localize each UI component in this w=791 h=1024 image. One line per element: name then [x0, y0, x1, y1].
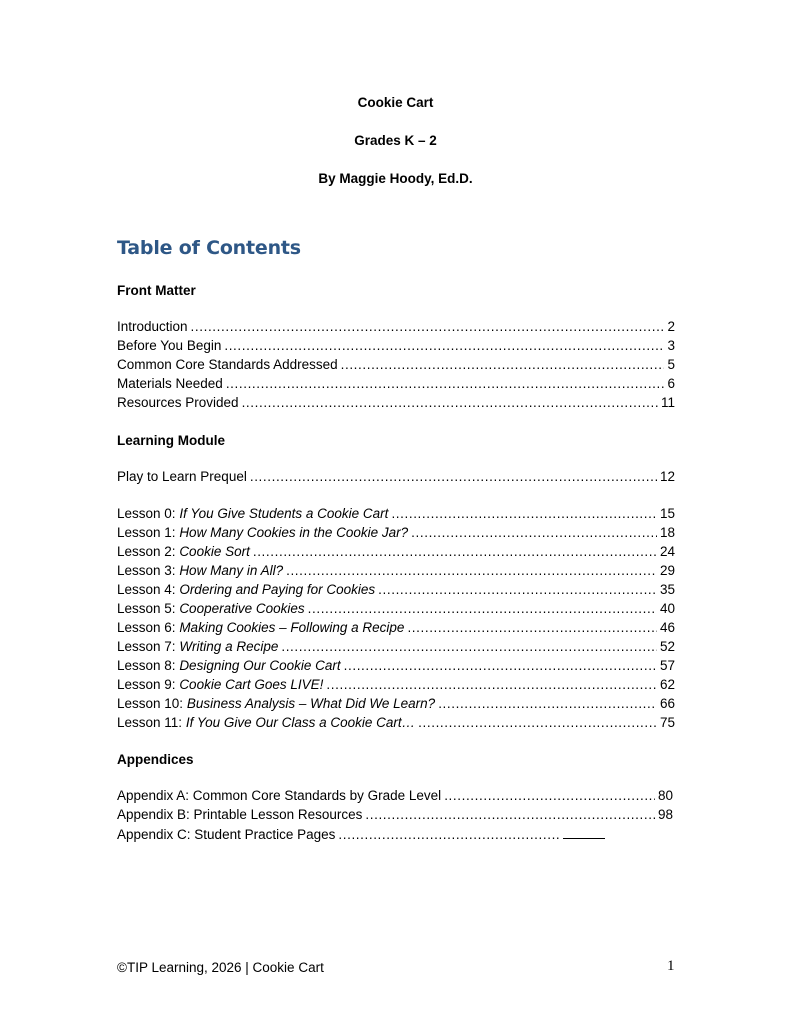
- lessons-list: [117, 506, 675, 734]
- toc-entry-lesson-9[interactable]: [117, 677, 675, 696]
- dot-leader: [191, 319, 665, 334]
- toc-entry-page: 12: [659, 469, 675, 484]
- document-title: Cookie Cart: [357, 95, 434, 110]
- toc-entry-page: 52: [659, 639, 675, 654]
- dot-leader: [338, 827, 560, 842]
- dot-leader: [341, 357, 665, 372]
- toc-entry-page: 57: [659, 658, 675, 673]
- dot-leader: [378, 582, 657, 597]
- toc-entry-page: 98: [657, 807, 673, 822]
- toc-entry-label: Materials Needed: [117, 376, 223, 391]
- dot-leader: [418, 715, 657, 730]
- toc-entry-label: Resources Provided: [117, 395, 239, 410]
- dot-leader: [326, 677, 657, 692]
- toc-entry-lesson-1[interactable]: [117, 525, 675, 544]
- toc-entry-label: Lesson 5: Cooperative Cookies: [117, 601, 305, 616]
- footer-page-number: 1: [667, 958, 675, 974]
- toc-entry-label: Play to Learn Prequel: [117, 469, 247, 484]
- toc-entry-appendix-2[interactable]: [117, 826, 605, 845]
- toc-entry-page: 5: [667, 357, 675, 372]
- toc-entry-lesson-6[interactable]: [117, 620, 675, 639]
- toc-entry-front-2[interactable]: [117, 357, 675, 376]
- dot-leader: [444, 788, 655, 803]
- toc-entry-page: 62: [659, 677, 675, 692]
- toc-entry-lesson-11[interactable]: [117, 715, 675, 734]
- toc-entry-front-1[interactable]: [117, 338, 675, 357]
- footer-copyright: ©TIP Learning, 2026 | Cookie Cart: [117, 960, 324, 975]
- toc-entry-lesson-5[interactable]: [117, 601, 675, 620]
- toc-entry-page: 75: [659, 715, 675, 730]
- toc-entry-appendix-0[interactable]: [117, 788, 673, 807]
- front-matter-heading: Front Matter: [117, 283, 196, 298]
- blank-page-line: [563, 826, 605, 839]
- toc-entry-page: 24: [659, 544, 675, 559]
- learning-module-heading: Learning Module: [117, 433, 225, 448]
- toc-entry-lesson-2[interactable]: [117, 544, 675, 563]
- toc-entry-page: 40: [659, 601, 675, 616]
- toc-entry-page: 46: [659, 620, 675, 635]
- dot-leader: [224, 338, 664, 353]
- toc-entry-page: 15: [659, 506, 675, 521]
- toc-entry-label: Lesson 9: Cookie Cart Goes LIVE!: [117, 677, 324, 692]
- toc-entry-label: Lesson 1: How Many Cookies in the Cookie Jar?: [117, 525, 409, 540]
- author-line: By Maggie Hoody, Ed.D.: [318, 171, 473, 186]
- appendices-list: [117, 788, 673, 845]
- toc-entry-label: Lesson 10: Business Analysis – What Did We Learn?: [117, 696, 436, 711]
- toc-entry-label: Lesson 4: Ordering and Paying for Cookies: [117, 582, 376, 597]
- toc-entry-page: 35: [659, 582, 675, 597]
- dot-leader: [344, 658, 657, 673]
- toc-entry-label: Lesson 6: Making Cookies – Following a Recipe: [117, 620, 405, 635]
- toc-entry-label: Before You Begin: [117, 338, 222, 353]
- dot-leader: [391, 506, 657, 521]
- dot-leader: [438, 696, 657, 711]
- dot-leader: [226, 376, 665, 391]
- dot-leader: [281, 639, 657, 654]
- front-matter-list: [117, 319, 675, 414]
- toc-entry-page: 11: [660, 395, 675, 410]
- dot-leader: [286, 563, 657, 578]
- grades-line: Grades K – 2: [354, 133, 437, 148]
- toc-entry-page: 80: [657, 788, 673, 803]
- toc-entry-label: Lesson 3: How Many in All?: [117, 563, 284, 578]
- toc-entry-page: [563, 826, 605, 842]
- toc-entry-label: Appendix B: Printable Lesson Resources: [117, 807, 363, 822]
- toc-entry-page: 6: [667, 376, 675, 391]
- toc-entry-page: 29: [659, 563, 675, 578]
- dot-leader: [308, 601, 657, 616]
- toc-entry-prequel[interactable]: [117, 469, 675, 488]
- prequel-list: [117, 469, 675, 488]
- toc-entry-label: Common Core Standards Addressed: [117, 357, 338, 372]
- toc-entry-label: Lesson 7: Writing a Recipe: [117, 639, 279, 654]
- appendices-heading: Appendices: [117, 752, 194, 767]
- toc-entry-front-3[interactable]: [117, 376, 675, 395]
- toc-entry-lesson-10[interactable]: [117, 696, 675, 715]
- dot-leader: [407, 620, 657, 635]
- toc-entry-front-0[interactable]: [117, 319, 675, 338]
- dot-leader: [242, 395, 658, 410]
- toc-entry-lesson-7[interactable]: [117, 639, 675, 658]
- toc-entry-label: Appendix A: Common Core Standards by Grade Level: [117, 788, 442, 803]
- toc-entry-page: 66: [659, 696, 675, 711]
- toc-entry-page: 18: [659, 525, 675, 540]
- toc-entry-label: Lesson 11: If You Give Our Class a Cookie Cart…: [117, 715, 416, 730]
- toc-entry-lesson-8[interactable]: [117, 658, 675, 677]
- toc-entry-lesson-0[interactable]: [117, 506, 675, 525]
- toc-entry-appendix-1[interactable]: [117, 807, 673, 826]
- toc-entry-label: Appendix C: Student Practice Pages: [117, 827, 336, 842]
- dot-leader: [365, 807, 655, 822]
- dot-leader: [253, 544, 657, 559]
- toc-entry-page: 2: [667, 319, 675, 334]
- toc-entry-label: Lesson 2: Cookie Sort: [117, 544, 250, 559]
- dot-leader: [411, 525, 657, 540]
- toc-entry-label: Lesson 0: If You Give Students a Cookie Cart: [117, 506, 389, 521]
- toc-heading: Table of Contents: [117, 237, 301, 259]
- toc-entry-page: 3: [667, 338, 675, 353]
- toc-entry-lesson-4[interactable]: [117, 582, 675, 601]
- toc-entry-label: Lesson 8: Designing Our Cookie Cart: [117, 658, 341, 673]
- toc-entry-lesson-3[interactable]: [117, 563, 675, 582]
- toc-entry-label: Introduction: [117, 319, 188, 334]
- dot-leader: [250, 469, 657, 484]
- toc-entry-front-4[interactable]: [117, 395, 675, 414]
